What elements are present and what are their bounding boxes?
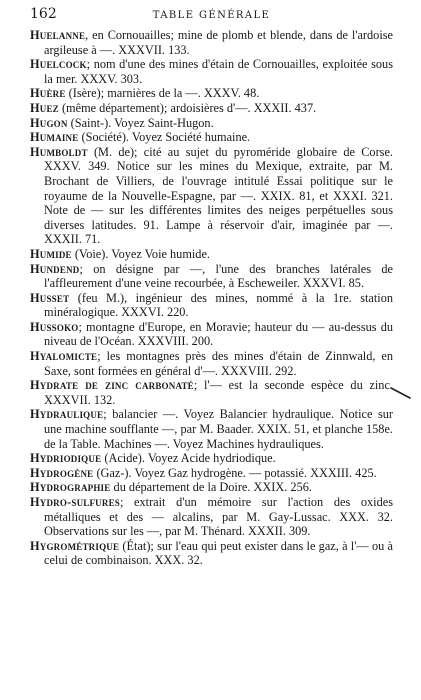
- entry-text: ; montagne d'Europe, en Moravie; hauteur du — au-dessus du niveau de l'Océan. XXXVIII. 200.: [44, 319, 393, 349]
- entry-headword: Hundend: [30, 261, 80, 276]
- entry-text: (feu M.), ingénieur des mines, nommé à la 1re. station minéralogique. XXXVI. 220.: [44, 290, 393, 320]
- entry-headword: Hydrate de zinc carbonaté: [30, 378, 194, 393]
- entry-text: ; extrait d'un mémoire sur l'action des oxides métalliques et des — alcalins, par M. Gay-Lussac. XXX. 32. Observations sur les —, par M. Thénard. XXXII. 309.: [44, 495, 393, 539]
- index-entry: [30, 247, 393, 262]
- entry-headword: Hugon: [30, 115, 68, 130]
- page-header: [30, 6, 393, 24]
- entry-headword: Huez: [30, 100, 59, 115]
- entry-headword: Huère: [30, 86, 66, 101]
- index-entry: [30, 145, 393, 247]
- entry-text: du département de la Doire. XXIX. 256.: [110, 480, 312, 495]
- index-entry: [30, 86, 393, 101]
- entry-text: ; l'— est la seconde espèce du zinc. XXXVII. 132.: [44, 378, 393, 407]
- index-entry: [30, 262, 393, 291]
- index-entry: [30, 495, 393, 539]
- entry-text: (Voie). Voyez Voie humide.: [71, 246, 210, 261]
- entry-headword: Humboldt: [30, 144, 88, 159]
- entry-headword: Huelanne: [30, 28, 86, 42]
- entry-text: (même département); ardoisières d'—. XXXII. 437.: [58, 100, 317, 115]
- index-entry: [30, 28, 393, 57]
- entry-headword: Huelcock: [30, 57, 87, 72]
- index-entry: [30, 378, 393, 407]
- entry-headword: Hydrographie: [30, 480, 111, 495]
- index-entry: [30, 539, 393, 568]
- entry-text: (Isère); marnières de la —. XXXV. 48.: [65, 86, 260, 101]
- entry-text: (Acide). Voyez Acide hydriodique.: [101, 451, 276, 466]
- entry-text: (M. de); cité au sujet du pyroméride globaire de Corse. XXXV. 349. Notice sur les mines du Mexique, extraite, par M. Brochant de Villiers, de l'ouvrage intitulé Essai politique sur le royaume de la Nouvelle-Espagne, par —. XXIX. 81, et XXXI. 321. Note de — sur les différentes limites des neiges perpétuelles sous diverses latitudes. 91. Lampe à réservoir d'air, imaginée par —. XXXII. 71.: [44, 144, 393, 247]
- index-entry: [30, 101, 393, 116]
- index-entry: [30, 57, 393, 86]
- entry-text: ; nom d'une des mines d'étain de Cornouailles, exploitée sous la mer. XXXV. 303.: [44, 57, 393, 86]
- entry-headword: Hussoko: [30, 319, 79, 334]
- running-head: TABLE GÉNÉRALE: [152, 10, 271, 21]
- entry-headword: Hyalomicte: [30, 349, 98, 364]
- index-entry: [30, 407, 393, 451]
- index-entry: [30, 116, 393, 131]
- entry-text: ; les montagnes près des mines d'étain de Zinnwald, en Saxe, sont formées en général d'—. XXXVIII. 292.: [44, 349, 393, 378]
- entry-headword: Hygrométrique: [30, 538, 120, 553]
- pencil-mark-icon: [390, 386, 412, 400]
- entry-text: (État); sur l'eau qui peut exister dans le gaz, à l'— ou à celui de combinaison. XXX. 32.: [44, 538, 393, 568]
- index-entry: [30, 291, 393, 320]
- entry-headword: Humaine: [30, 130, 79, 145]
- entry-text: (Saint-). Voyez Saint-Hugon.: [67, 115, 214, 130]
- index-entry: [30, 320, 393, 349]
- index-entry: [30, 451, 393, 466]
- index-entry: [30, 480, 393, 495]
- index-entry: [30, 349, 393, 378]
- index-entry: [30, 130, 393, 145]
- entry-headword: Humide: [30, 246, 72, 261]
- entry-headword: Hydraulique: [30, 407, 104, 422]
- entry-headword: Hydriodique: [30, 451, 102, 466]
- entry-text: (Société). Voyez Société humaine.: [78, 130, 251, 145]
- index-entry: [30, 466, 393, 481]
- entry-text: ; balancier —. Voyez Balancier hydraulique. Notice sur une machine soufflante —, par M. Baader. XXIX. 51, et planche 158e. de la Table. Machines —. Voyez Machines hydrauliques.: [44, 407, 393, 451]
- entry-text: , en Cornouailles; mine de plomb et blende, dans de l'ardoise argileuse à —. XXXVII. 133.: [44, 28, 393, 57]
- entry-text: (Gaz-). Voyez Gaz hydrogène. — potassié. XXXIII. 425.: [93, 465, 377, 480]
- entry-headword: Husset: [30, 290, 70, 305]
- page-number: 162: [30, 6, 57, 22]
- entry-headword: Hydro-sulfures: [30, 495, 120, 509]
- index-entries: [30, 28, 393, 568]
- entry-headword: Hydrogène: [30, 465, 94, 480]
- entry-text: ; on désigne par —, l'une des branches latérales de l'affleurement d'une veine recourbée, à Escheweiler. XXXVI. 85.: [44, 261, 393, 291]
